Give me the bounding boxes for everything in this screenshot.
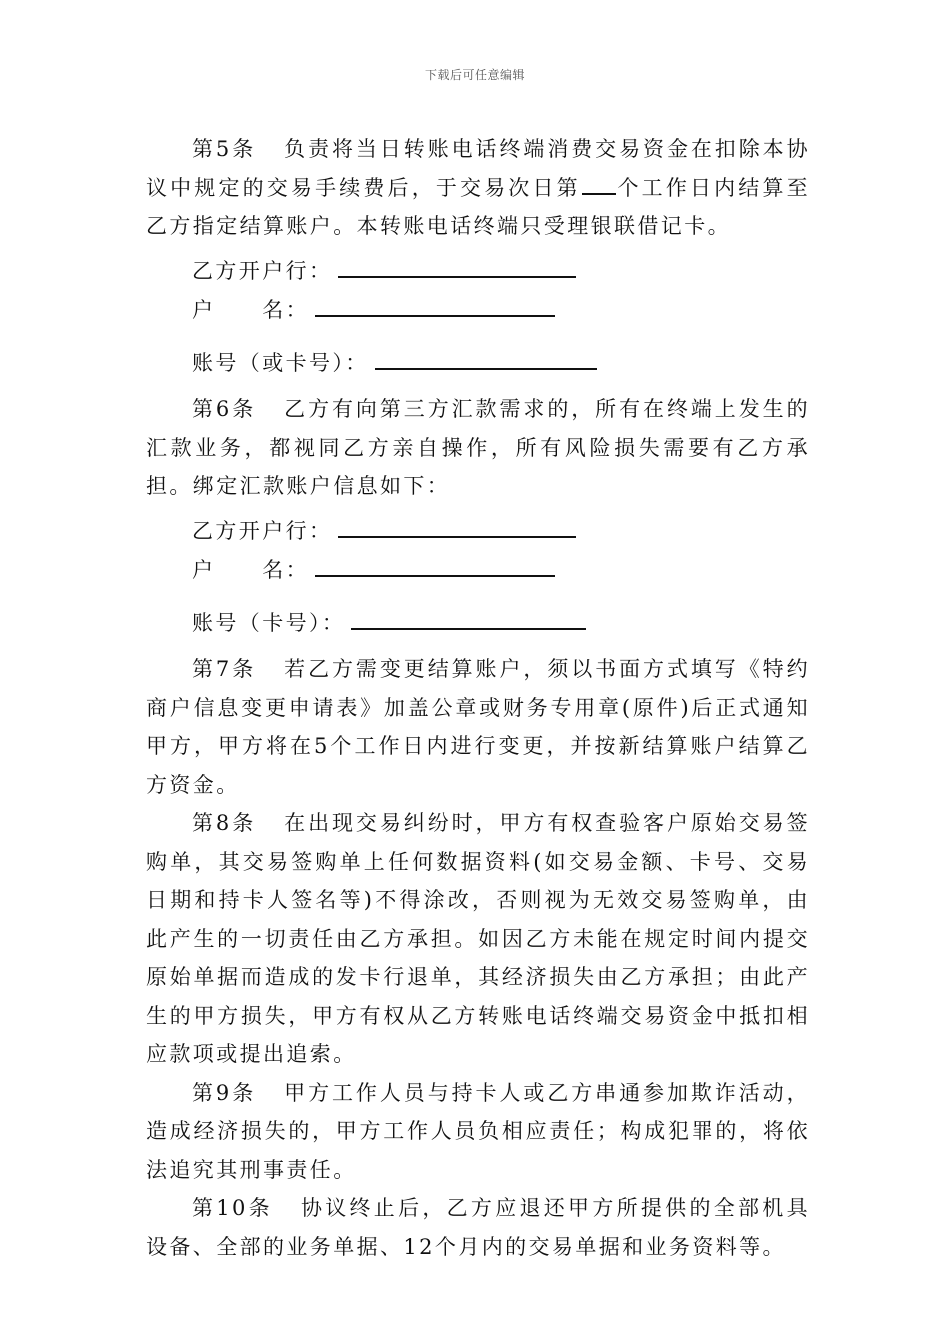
settlement-bank-field[interactable] — [338, 246, 576, 278]
article-text: 若乙方需变更结算账户，须以书面方式填写《特约商户信息变更申请表》加盖公章或财务专用章(原件)后正式通知甲方，甲方将在5个工作日内进行变更，并按新结算账户结算乙方资金。 — [146, 657, 810, 797]
article-7 — [146, 650, 810, 804]
settlement-bank-row — [146, 246, 810, 285]
remit-bank-row — [146, 506, 810, 545]
article-number: 第6条 — [192, 397, 257, 421]
remit-name-field[interactable] — [315, 545, 555, 577]
remit-bank-field[interactable] — [338, 506, 576, 538]
settlement-name-row — [146, 284, 810, 337]
article-5 — [146, 130, 810, 246]
article-9 — [146, 1074, 810, 1190]
article-number: 第8条 — [192, 811, 257, 835]
article-6 — [146, 390, 810, 506]
settlement-account-row — [146, 337, 810, 390]
days-blank[interactable] — [582, 171, 616, 195]
page-header: 下载后可任意编辑 — [424, 68, 525, 82]
field-label: 账号（卡号）： — [192, 611, 346, 635]
article-number: 第5条 — [192, 137, 257, 161]
article-text: 乙方有向第三方汇款需求的，所有在终端上发生的汇款业务，都视同乙方亲自操作，所有风险损失需要有乙方承担。绑定汇款账户信息如下： — [146, 397, 810, 498]
article-text: 甲方工作人员与持卡人或乙方串通参加欺诈活动，造成经济损失的，甲方工作人员负相应责任；构成犯罪的，将依法追究其刑事责任。 — [146, 1080, 810, 1182]
document-body — [146, 130, 810, 1266]
article-text-cont: 个工作日内结算至乙方指定结算账户。本转账电话终端只受理银联借记卡。 — [146, 175, 810, 238]
article-number: 第10条 — [192, 1196, 273, 1220]
remit-account-field[interactable] — [351, 598, 586, 630]
article-text: 在出现交易纠纷时，甲方有权查验客户原始交易签购单，其交易签购单上任何数据资料(如交易金额、卡号、交易日期和持卡人签名等)不得涂改，否则视为无效交易签购单，由此产生的一切责任由乙方承担。如因乙方未能在规定时间内提交原始单据而造成的发卡行退单，其经济损失由乙方承担；由此产生的甲方损失，甲方有权从乙方转账电话终端交易资金中抵扣相应款项或提出追索。 — [146, 811, 810, 1066]
article-number: 第9条 — [192, 1080, 257, 1105]
settlement-account-field[interactable] — [375, 338, 597, 370]
remit-name-row — [146, 544, 810, 597]
article-text: 负责将当日转账电话终端消费交易资金在扣除本协议中规定的交易手续费后，于交易次日第 — [146, 137, 810, 200]
field-label: 户 名： — [192, 298, 309, 322]
settlement-name-field[interactable] — [315, 285, 555, 317]
article-8 — [146, 804, 810, 1074]
remit-account-row — [146, 597, 810, 650]
field-label: 户 名： — [192, 558, 309, 582]
article-text: 协议终止后，乙方应退还甲方所提供的全部机具设备、全部的业务单据、12个月内的交易单据和业务资料等。 — [146, 1196, 810, 1259]
field-label: 乙方开户行： — [192, 518, 333, 543]
field-label: 账号（或卡号）： — [192, 351, 369, 375]
article-10 — [146, 1189, 810, 1266]
article-number: 第7条 — [192, 657, 257, 681]
field-label: 乙方开户行： — [192, 258, 333, 283]
